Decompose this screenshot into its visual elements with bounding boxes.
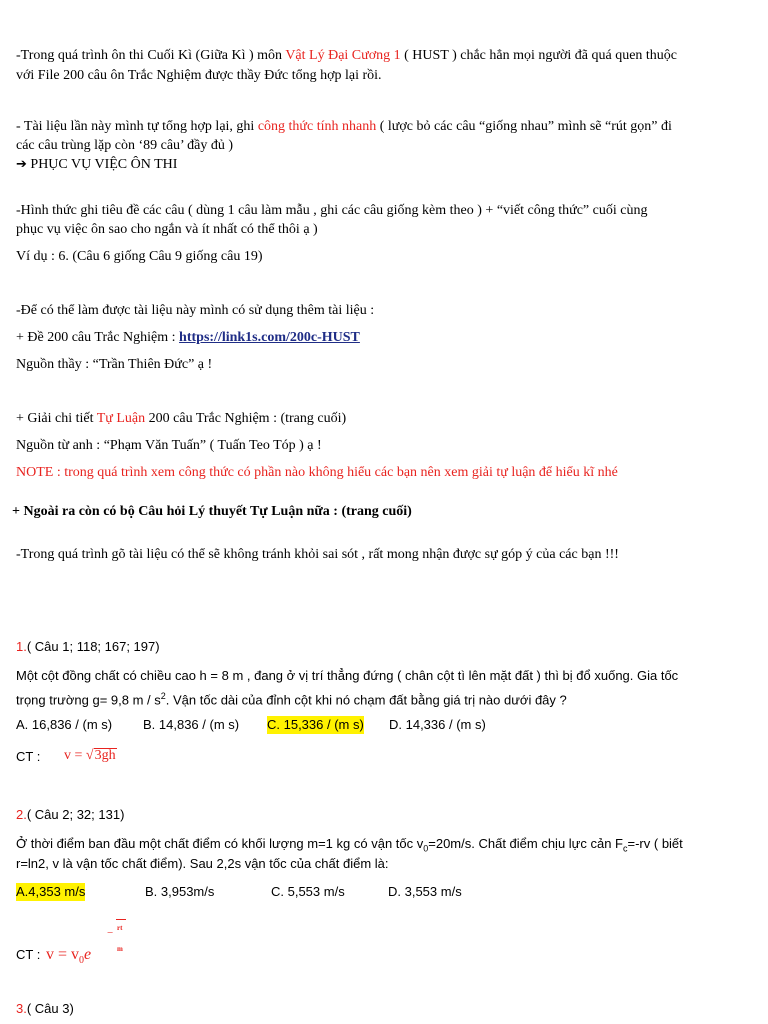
intro-source-2 <box>16 410 346 428</box>
question-number: 3. <box>16 1001 27 1016</box>
question-2-exponent <box>107 919 127 953</box>
question-text: Ở thời điểm ban đầu một chất điểm có khối lượng m=1 kg có vận tốc v <box>16 836 424 851</box>
intro-text: ( lược bỏ các câu “giống nhau” mình sẽ “rút gọn” đi <box>376 119 672 134</box>
intro-text: - Tài liệu lần này mình tự tổng hợp lại, ghi <box>16 119 258 134</box>
formula-exp-base: e <box>84 946 92 963</box>
question-2-ct-label: CT : <box>16 947 41 962</box>
intro-text: -Trong quá trình ôn thi Cuối Kì (Giữa Kì ) môn <box>16 48 286 63</box>
question-text: =-rv ( biết <box>627 836 683 851</box>
question-refs: ( Câu 2; 32; 131) <box>26 807 125 822</box>
extra-theory-line: + Ngoài ra còn có bộ Câu hỏi Lý thuyết Tự Luận nữa : (trang cuối) <box>12 504 412 519</box>
question-number: 1. <box>16 639 27 654</box>
question-1-ct-label: CT : <box>16 749 41 764</box>
question-2-option-c: C. 5,553 m/s <box>271 884 345 899</box>
subject-name: Vật Lý Đại Cương 1 <box>285 48 401 63</box>
question-1-option-c-answer: C. 15,336 / (m s) <box>267 717 364 732</box>
source-label: 200 câu Trắc Nghiệm : (trang cuối) <box>145 411 347 426</box>
question-text: =20m/s. Chất điểm chịu lực cản F <box>428 836 624 851</box>
superscript: 2 <box>160 691 166 701</box>
purpose-text: PHỤC VỤ VIỆC ÔN THI <box>30 157 178 172</box>
question-1-text-line-2 <box>16 687 567 709</box>
question-2-option-d: D. 3,553 m/s <box>388 884 462 899</box>
source-label: + Đề 200 câu Trắc Nghiệm : <box>16 330 180 345</box>
intro-source-1 <box>16 329 360 347</box>
intro-text: ( HUST ) chắc hẳn mọi người đã quá quen thuộc <box>400 48 678 63</box>
source-label: + Giải chi tiết <box>16 411 97 426</box>
question-text: trọng trường g= 9,8 m / s <box>16 692 161 708</box>
intro-source-2-credit: Nguồn từ anh : “Phạm Văn Tuấn” ( Tuấn Teo Tóp ) ạ ! <box>16 438 322 453</box>
intro-example: Ví dụ : 6. (Câu 6 giống Câu 9 giống câu 19) <box>16 249 263 264</box>
arrow-icon: ➔ <box>16 157 27 172</box>
intro-line-7: phục vụ việc ôn sao cho ngắn và ít nhất có thể thôi ạ ) <box>16 222 318 237</box>
intro-line-2: với File 200 câu ôn Trắc Nghiệm được thầy Đức tổng hợp lại rồi. <box>16 68 382 83</box>
intro-line-6: -Hình thức ghi tiêu đề các câu ( dùng 1 câu làm mẫu , ghi các câu giống kèm theo ) + “viết công thức” cuối cùng <box>16 203 648 218</box>
question-1-option-a: A. 16,836 / (m s) <box>16 717 113 732</box>
intro-line-5 <box>16 156 177 174</box>
highlight-text: Tự Luận <box>96 411 146 426</box>
highlight-text: công thức tính nhanh <box>257 119 377 134</box>
sqrt-icon: √ <box>85 748 94 763</box>
question-3-title <box>16 1000 74 1018</box>
intro-sources-heading: -Để có thể làm được tài liệu này mình có sử dụng thêm tài liệu : <box>16 303 375 318</box>
question-2-option-b: B. 3,953m/s <box>145 884 215 899</box>
intro-line-1 <box>16 47 677 65</box>
question-number: 2. <box>16 807 27 822</box>
intro-source-1-credit: Nguồn thầy : “Trần Thiên Đức” ạ ! <box>16 357 213 372</box>
question-refs: ( Câu 3) <box>26 1001 74 1016</box>
subscript: 0 <box>423 843 429 854</box>
question-2-formula <box>46 946 91 970</box>
question-refs: ( Câu 1; 118; 167; 197) <box>26 639 160 654</box>
subscript: c <box>623 843 628 854</box>
note-line: NOTE : trong quá trình xem công thức có phần nào không hiểu các bạn nên xem giải tự luận để hiểu kĩ nhé <box>16 465 618 480</box>
formula-radicand: 3gh <box>94 748 116 763</box>
exp-denominator: m <box>117 945 123 953</box>
question-text: . Vận tốc dài của đỉnh cột khi nó chạm đất bằng giá trị nào dưới đây ? <box>165 692 567 708</box>
source-link[interactable]: https://link1s.com/200c-HUST <box>179 330 360 345</box>
question-1-option-d: D. 14,336 / (m s) <box>389 717 486 732</box>
exp-minus: − <box>107 927 114 939</box>
intro-line-3 <box>16 118 672 136</box>
feedback-line: -Trong quá trình gõ tài liệu có thể sẽ không tránh khỏi sai sót , rất mong nhận được sự góp ý của các bạn !!! <box>16 547 619 562</box>
question-1-title <box>16 638 160 656</box>
question-1-formula <box>64 747 117 765</box>
question-2-title <box>16 806 124 824</box>
exp-fraction-bar <box>116 919 126 920</box>
subscript: 0 <box>79 955 85 967</box>
formula-lhs: v = v <box>46 946 80 963</box>
question-1-text-line-1: Một cột đồng chất có chiều cao h = 8 m , đang ở vị trí thẳng đứng ( chân cột tì lên mặt đất ) thì bị đổ xuống. Gia tốc <box>16 668 679 683</box>
formula-lhs: v = <box>64 748 86 763</box>
question-1-option-b: B. 14,836 / (m s) <box>143 717 240 732</box>
question-2-option-a-answer: A.4,353 m/s <box>16 884 86 899</box>
exp-numerator: rt <box>117 924 123 932</box>
question-2-text-line-2: r=ln2, v là vận tốc chất điểm). Sau 2,2s vận tốc của chất điểm là: <box>16 856 389 871</box>
intro-line-4: các câu trùng lặp còn ‘89 câu’ đầy đủ ) <box>16 138 234 153</box>
